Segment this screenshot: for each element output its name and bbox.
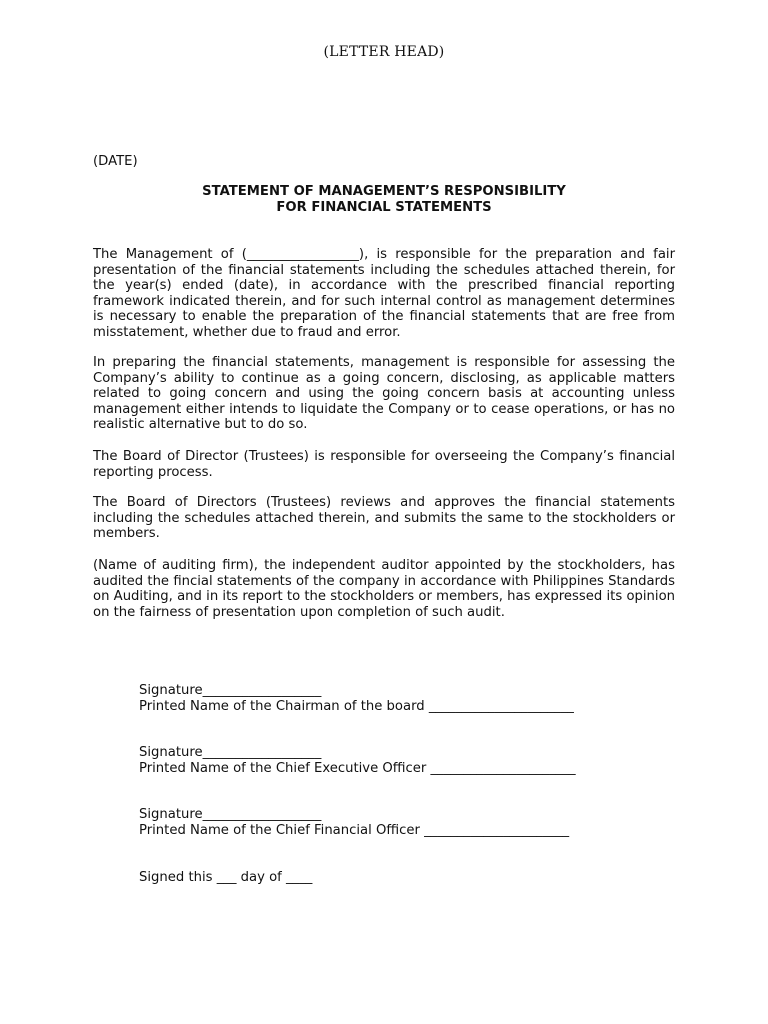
signature-block-chairman — [139, 683, 679, 714]
paragraph-board-approval: The Board of Directors (Trustees) reviews and approves the financial statements including the schedules attached therein, and submits the same to the stockholders or members. — [93, 495, 675, 542]
document-title — [93, 184, 675, 215]
printed-name-line: Printed Name of the Chairman of the board ______________________ — [139, 698, 574, 714]
signature-block-cfo — [139, 807, 679, 838]
paragraph-board-oversight: The Board of Director (Trustees) is responsible for overseeing the Company’s financial reporting process. — [93, 449, 675, 480]
printed-name-line: Printed Name of the Chief Executive Officer ______________________ — [139, 760, 576, 776]
signature-line: Signature__________________ — [139, 683, 322, 698]
letterhead-placeholder: (LETTER HEAD) — [323, 44, 445, 60]
signed-date-line: Signed this ___ day of ____ — [139, 870, 313, 885]
title-line-2: FOR FINANCIAL STATEMENTS — [276, 199, 492, 215]
signature-line: Signature__________________ — [139, 807, 322, 822]
date-placeholder: (DATE) — [93, 154, 138, 169]
title-line-1: STATEMENT OF MANAGEMENT’S RESPONSIBILITY — [202, 184, 566, 199]
signature-line: Signature__________________ — [139, 745, 322, 760]
paragraph-auditor-opinion: (Name of auditing firm), the independent auditor appointed by the stockholders, has audited the fincial statements of the company in accordance with Philippines Standards on Auditing, and in its report to the stockholders or members, has expressed its opinion on the fairness of presentation upon completion of such audit. — [93, 558, 675, 620]
signature-block-ceo — [139, 745, 679, 776]
paragraph-going-concern: In preparing the financial statements, management is responsible for assessing the Company’s ability to continue as a going concern, disclosing, as applicable matters related to going concern and using the going concern basis at accounting unless management either intends to liquidate the Company or to cease operations, or has no realistic alternative but to do so. — [93, 355, 675, 433]
paragraph-management-responsibility: The Management of (_________________), is responsible for the preparation and fair presentation of the financial statements including the schedules attached therein, for the year(s) ended (date), in accordance with the prescribed financial reporting framework indicated therein, and for such internal control as management determines is necessary to enable the preparation of the financial statements that are free from misstatement, whether due to fraud and error. — [93, 247, 675, 340]
printed-name-line: Printed Name of the Chief Financial Officer ______________________ — [139, 822, 570, 838]
